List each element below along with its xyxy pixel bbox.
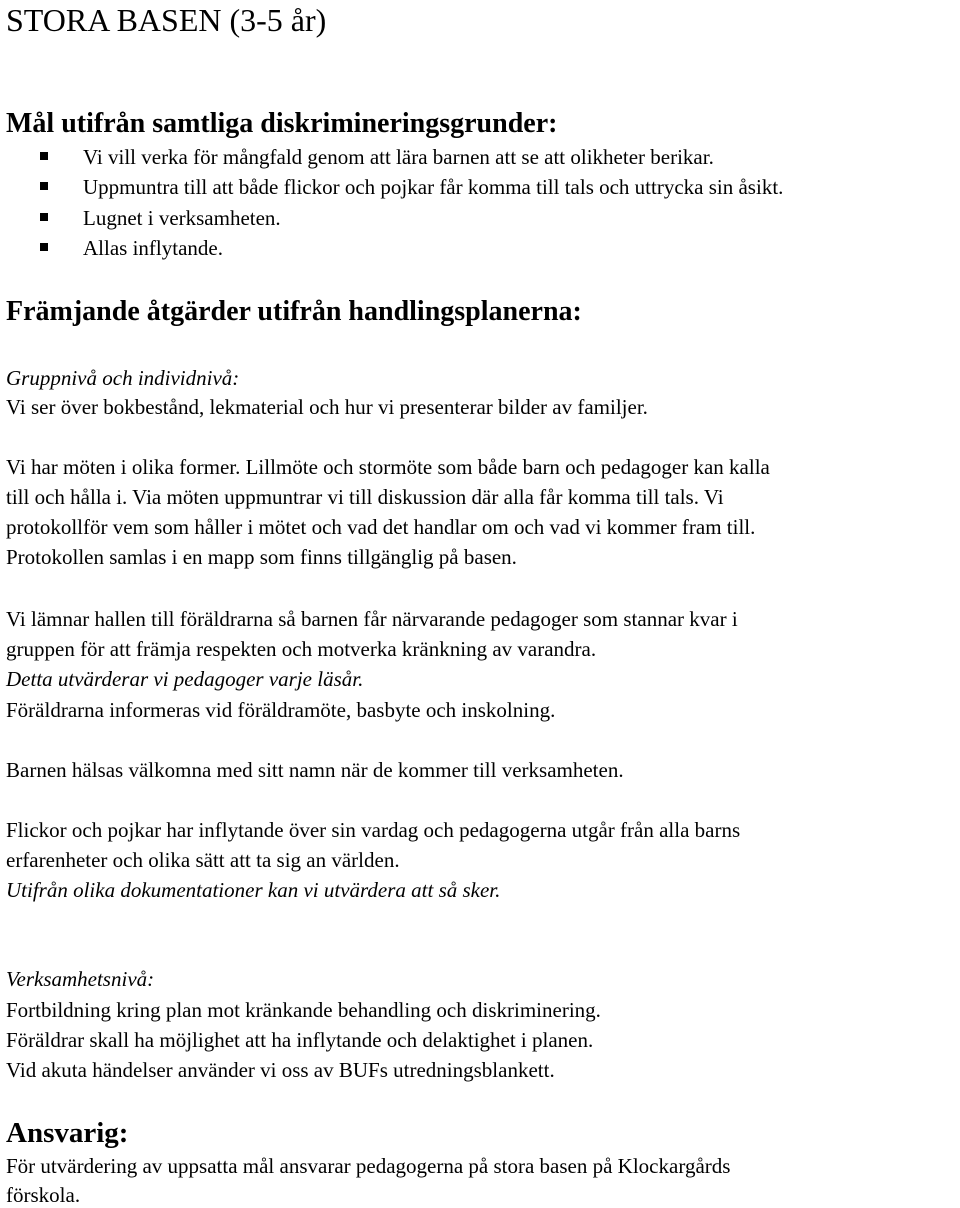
paragraph-line: Flickor och pojkar har inflytande över sin vardag och pedagogerna utgår från alla barns (6, 818, 741, 842)
square-bullet-icon (40, 213, 48, 221)
list-item (6, 174, 946, 200)
responsible-heading: Ansvarig: (6, 1117, 129, 1149)
page-title: STORA BASEN (3-5 år) (6, 2, 327, 38)
square-bullet-icon (40, 182, 48, 190)
paragraph-line: Vi ser över bokbestånd, lekmaterial och hur vi presenterar bilder av familjer. (6, 395, 648, 419)
paragraph-line: Vi har möten i olika former. Lillmöte och stormöte som både barn och pedagoger kan kalla (6, 455, 770, 479)
group-level-label: Gruppnivå och individnivå: (6, 366, 240, 390)
activity-level-label: Verksamhetsnivå: (6, 967, 155, 991)
square-bullet-icon (40, 152, 48, 160)
goal-text: Allas inflytande. (83, 236, 223, 260)
paragraph-line: Föräldrar skall ha möjlighet att ha inflytande och delaktighet i planen. (6, 1028, 594, 1052)
evaluation-note: Detta utvärderar vi pedagoger varje läsår. (6, 667, 364, 691)
paragraph-line: till och hålla i. Via möten uppmuntrar vi till diskussion där alla får komma till tals. Vi (6, 485, 724, 509)
list-item (6, 235, 946, 261)
paragraph-line: Vi lämnar hallen till föräldrarna så barnen får närvarande pedagoger som stannar kvar i (6, 607, 738, 631)
paragraph-line: Föräldrarna informeras vid föräldramöte, basbyte och inskolning. (6, 698, 556, 722)
paragraph-line: protokollför vem som håller i mötet och vad det handlar om och vad vi kommer fram till. (6, 515, 756, 539)
paragraph-line: För utvärdering av uppsatta mål ansvarar pedagogerna på stora basen på Klockargårds (6, 1154, 731, 1178)
measures-heading: Främjande åtgärder utifrån handlingsplanerna: (6, 296, 582, 327)
goal-text: Uppmuntra till att både flickor och pojkar får komma till tals och uttrycka sin åsikt. (83, 175, 784, 199)
paragraph-line: Vid akuta händelser använder vi oss av BUFs utredningsblankett. (6, 1058, 555, 1082)
paragraph-line: Fortbildning kring plan mot kränkande behandling och diskriminering. (6, 998, 601, 1022)
goals-heading: Mål utifrån samtliga diskrimineringsgrunder: (6, 108, 558, 139)
square-bullet-icon (40, 243, 48, 251)
list-item (6, 205, 946, 231)
paragraph-line: Protokollen samlas i en mapp som finns tillgänglig på basen. (6, 545, 517, 569)
goal-text: Vi vill verka för mångfald genom att lära barnen att se att olikheter berikar. (83, 145, 714, 169)
paragraph-line: gruppen för att främja respekten och motverka kränkning av varandra. (6, 637, 597, 661)
paragraph-line: förskola. (6, 1183, 81, 1207)
paragraph-line: Barnen hälsas välkomna med sitt namn när de kommer till verksamheten. (6, 758, 624, 782)
evaluation-note: Utifrån olika dokumentationer kan vi utvärdera att så sker. (6, 878, 501, 902)
list-item (6, 144, 946, 170)
paragraph-line: erfarenheter och olika sätt att ta sig an världen. (6, 848, 400, 872)
goal-text: Lugnet i verksamheten. (83, 206, 281, 230)
